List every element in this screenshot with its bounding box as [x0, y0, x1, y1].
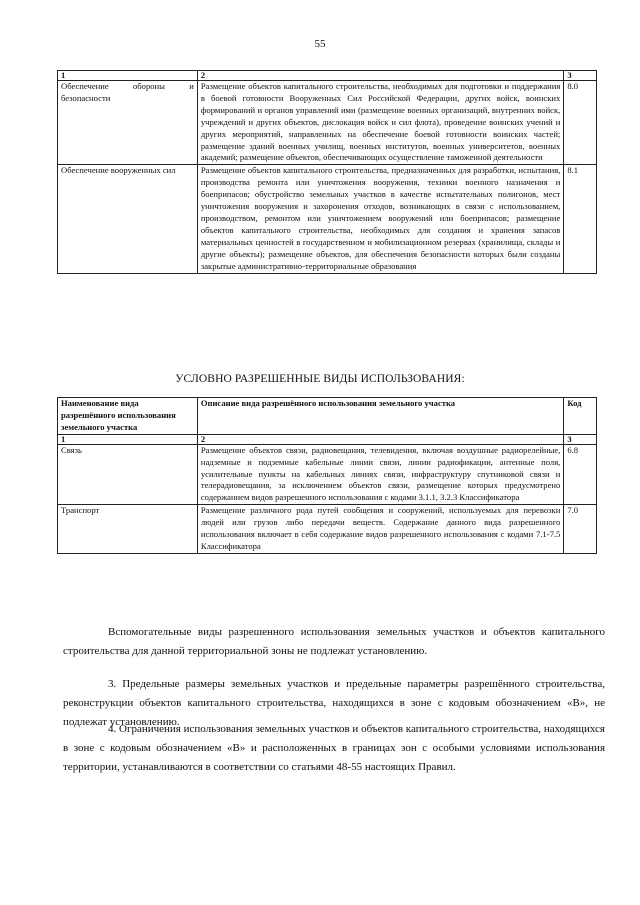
use-code: 8.1: [564, 165, 597, 273]
table-row: [58, 505, 597, 554]
use-code: 6.8: [564, 444, 597, 505]
paragraph-3-size-limits: 3. Предельные размеры земельных участков и предельные параметры разрешённого строительства, реконструкции объектов капитального строительства, находящихся в зоне с кодовым обозначением «В», не подлежат установлению.: [63, 678, 605, 728]
column-number-1: 1: [58, 71, 198, 81]
table-number-row: [58, 71, 597, 81]
column-header-name: Наименование вида разрешённого использования земельного участка: [58, 398, 198, 435]
use-name: Обеспечение обороны и безопасности: [58, 81, 198, 165]
column-number-3: 3: [564, 71, 597, 81]
use-description: Размещение объектов капитального строительства, предназначенных для разработки, испытания, производства ремонта или уничтожения вооружения, техники военного назначения и боеприпасов; обустройство земельных участков в качестве испытательных полигонов, мест уничтожения вооружения и захоронения отходов, возникающих в связи с использованием, производством, ремонтом или уничтожением вооружений или боеприпасов; размещение объектов капитального строительства, необходимых для создания и хранения запасов материальных ценностей в государственном и мобилизационном резервах (хранилища, склады и другие объекты); размещение объектов, для обеспечения безопасности которых были созданы закрытые административно-территориальные образования: [197, 165, 563, 273]
table-header-row: [58, 398, 597, 435]
table-number-row: [58, 434, 597, 444]
column-number-3: 3: [564, 434, 597, 444]
table-row: [58, 165, 597, 273]
column-number-2: 2: [197, 434, 563, 444]
paragraph-4-restrictions: 4. Ограничения использования земельных участков и объектов капитального строительства, находящихся в зоне с кодовым обозначением «В» и расположенных в границах зон с особыми условиями использования территории, устанавливаются в соответствии со статьями 48-55 настоящих Правил.: [63, 723, 605, 773]
use-name: Связь: [58, 444, 198, 505]
section-title: УСЛОВНО РАЗРЕШЕННЫЕ ВИДЫ ИСПОЛЬЗОВАНИЯ:: [175, 373, 465, 385]
use-code: 8.0: [564, 81, 597, 165]
page-number: 55: [314, 38, 326, 50]
paragraph-auxiliary-uses: Вспомогательные виды разрешенного использования земельных участков и объектов капитального строительства для данной территориальной зоны не подлежат установлению.: [63, 626, 605, 657]
table-row: [58, 81, 597, 165]
column-header-code: Код: [564, 398, 597, 435]
use-description: Размещение объектов капитального строительства, необходимых для подготовки и поддержания в боевой готовности Вооруженных Сил Российской Федерации, других войск, воинских формирований и органов управлений ими (размещение военных организаций, внутренних войск, учреждений и других объектов, дислокация войск и сил флота), проведение воинских учений и других мероприятий, направленных на обеспечение боевой готовности воинских частей; размещение зданий военных училищ, военных институтов, военных университетов, военных академий; размещение объектов, обеспечивающих осуществление таможенной деятельности: [197, 81, 563, 165]
column-header-description: Описание вида разрешённого использования земельного участка: [197, 398, 563, 435]
table-row: [58, 444, 597, 505]
use-name: Транспорт: [58, 505, 198, 554]
permitted-uses-table-continued: [57, 70, 597, 274]
column-number-2: 2: [197, 71, 563, 81]
use-code: 7.0: [564, 505, 597, 554]
column-number-1: 1: [58, 434, 198, 444]
use-description: Размещение различного рода путей сообщения и сооружений, используемых для перевозки людей или грузов либо передачи веществ. Содержание данного вида разрешенного использования включает в себя содержание видов разрешенного использования с кодами 7.1-7.5 Классификатора: [197, 505, 563, 554]
use-name: Обеспечение вооруженных сил: [58, 165, 198, 273]
conditional-uses-table: [57, 397, 597, 554]
use-description: Размещение объектов связи, радиовещания, телевидения, включая воздушные радиорелейные, надземные и подземные кабельные линии связи, линии радиофикации, антенные поля, усилительные пункты на кабельных линиях связи, инфраструктуру спутниковой связи и телерадиовещания, за исключением объектов связи, размещение которых предусмотрено содержанием видов разрешенного использования с кодами 3.1.1, 3.2.3 Классификатора: [197, 444, 563, 505]
